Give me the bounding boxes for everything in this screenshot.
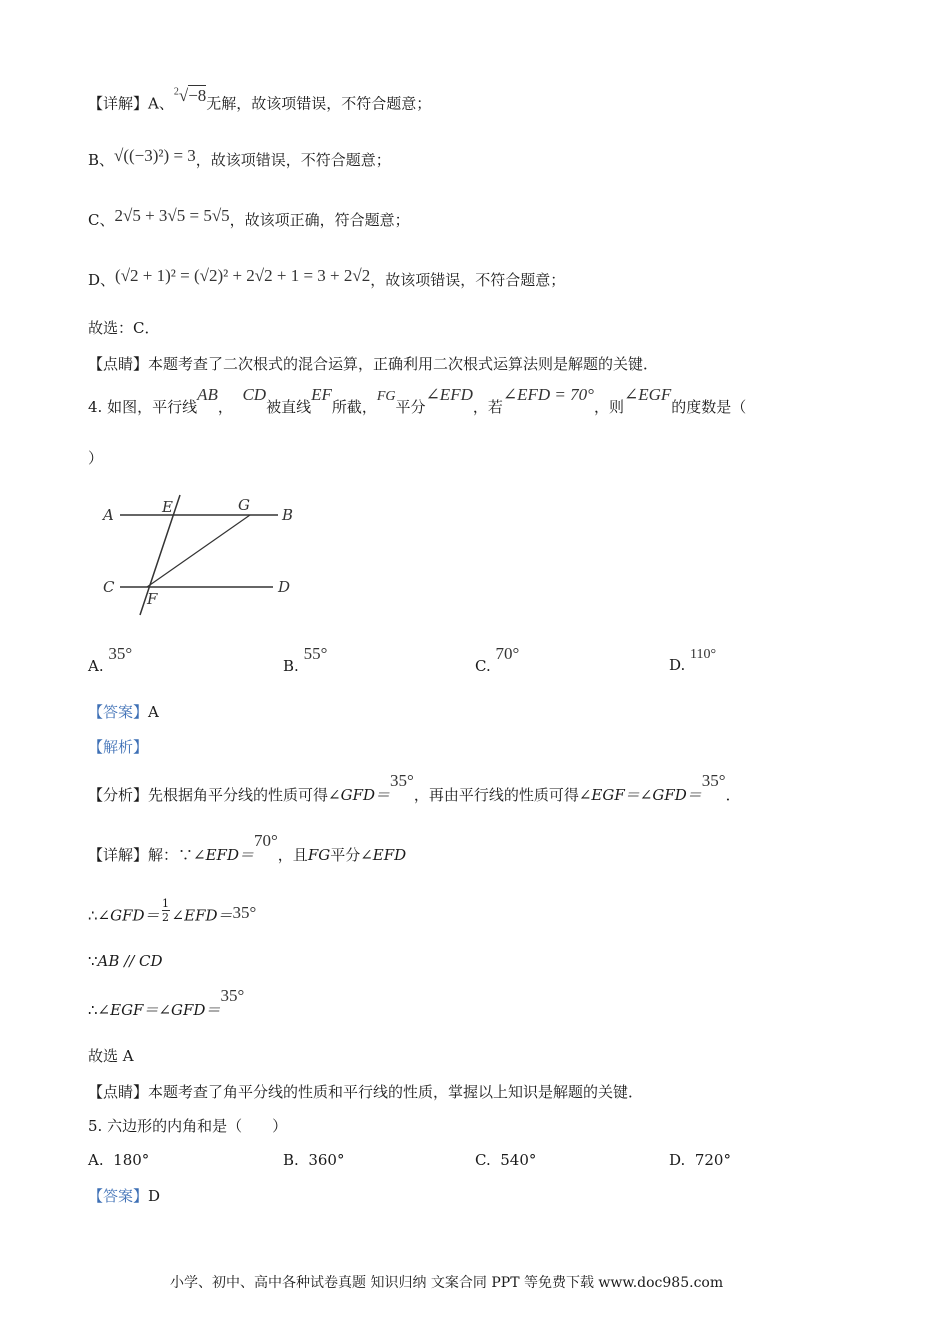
radical-sign: √ (178, 85, 189, 105)
q4-step1 (88, 897, 257, 929)
math: ∠EFD＝ (171, 906, 233, 925)
option-letter: C. (475, 1151, 491, 1169)
q5-stem: 5. 六边形的内角和是（ ） (88, 1117, 288, 1135)
answer-label: 【答案】 (88, 1187, 149, 1205)
math: ∠GFD＝ (328, 786, 391, 804)
math-value: 35° (701, 771, 726, 790)
label: 【点睛】 (88, 1083, 149, 1101)
q5-option-a (88, 1151, 149, 1169)
option-value: 360° (308, 1151, 345, 1169)
text: ，再由平行线的性质可得 (413, 786, 579, 804)
option-letter: D、 (88, 271, 116, 289)
comment-label: 【点睛】 (88, 355, 149, 373)
analysis-label: 【解析】 (88, 738, 149, 756)
option-value: 55° (303, 644, 328, 663)
text: ∴ (88, 906, 98, 925)
denominator: 2 (162, 911, 170, 924)
cube-root-expression (174, 86, 206, 105)
option-letter: A. (88, 1151, 104, 1169)
label-f: F (147, 590, 158, 608)
math-fg: FG (376, 389, 396, 404)
q5-option-d (669, 1151, 731, 1169)
text: 本题考查了角平分线的性质和平行线的性质，掌握以上知识是解题的关键． (148, 1083, 644, 1101)
text: 被直线 (266, 398, 312, 416)
math: FG (307, 846, 331, 864)
math: ∠EFD (360, 846, 407, 864)
option-letter: B. (283, 1151, 299, 1169)
q4-step2 (88, 951, 163, 971)
option-letter: C. (475, 657, 491, 675)
text: 先根据角平分线的性质可得 (148, 786, 329, 804)
q4-option-b (283, 644, 328, 676)
math-expression: (√2 + 1)² = (√2)² + 2√2 + 1 = 3 + 2√2 (115, 266, 371, 285)
text: ， (217, 398, 233, 416)
label-e: E (162, 498, 173, 516)
text: ，且 (277, 846, 308, 864)
q4-stem (88, 385, 747, 419)
answer-value: D (148, 1187, 161, 1205)
option-value: 35° (108, 644, 133, 663)
q4-option-c (475, 644, 520, 676)
text: 解：∵ (148, 846, 194, 864)
radicand: −8 (188, 85, 207, 105)
text: ，故该项错误，不符合题意； (195, 151, 391, 169)
text: ∵ (88, 952, 98, 970)
line-ef (140, 495, 180, 615)
math-condition: ∠EFD = 70° (502, 385, 594, 404)
q4-fenxi (88, 771, 741, 805)
numerator: 1 (162, 897, 170, 910)
math-angle-efd: ∠EFD (425, 385, 473, 404)
label-b: B (282, 506, 294, 524)
q3-detail-a (88, 85, 432, 114)
option-letter: A、 (148, 94, 174, 113)
label: 【分析】 (88, 786, 149, 804)
q4-stem-close: ） (88, 449, 104, 467)
line-fg (147, 515, 250, 587)
option-letter: C、 (88, 211, 115, 229)
label-d: D (278, 578, 291, 596)
option-letter: D. (669, 656, 686, 674)
q5-option-c (475, 1151, 536, 1169)
option-letter: B. (283, 657, 299, 675)
answer-value: A (148, 703, 159, 721)
math: ∠EFD＝ (193, 846, 254, 864)
math-value: 35° (390, 771, 414, 790)
text: ． (725, 786, 741, 804)
q4-option-a (88, 644, 133, 676)
label-a: A (103, 506, 114, 524)
q3-detail-d (88, 266, 566, 290)
q3-comment (88, 354, 658, 374)
q5-option-b (283, 1151, 344, 1169)
q4-detail (88, 831, 407, 865)
q4-comment (88, 1082, 643, 1102)
option-letter: B、 (88, 151, 115, 169)
option-letter: D. (669, 1151, 686, 1169)
text: 的度数是（ (671, 398, 747, 416)
text: 平分 (330, 846, 361, 864)
text: 无解，故该项错误，不符合题意； (206, 94, 432, 113)
q3-detail-c (88, 206, 410, 230)
text: ，则 (593, 398, 624, 416)
geometry-figure (95, 490, 310, 620)
option-value: 720° (694, 1151, 731, 1169)
q5-answer (88, 1186, 160, 1206)
q4-step3 (88, 986, 245, 1020)
label-c: C (103, 578, 115, 596)
text: ∴ (88, 1001, 98, 1019)
q3-detail-b (88, 146, 391, 170)
option-value: 540° (500, 1151, 537, 1169)
q3-choose: 故选：C． (88, 319, 160, 337)
text: 4. 如图，平行线 (88, 398, 198, 416)
option-value: 110° (690, 647, 717, 662)
option-value: 180° (113, 1151, 150, 1169)
math-ef: EF (311, 385, 332, 404)
text: ，故该项正确，符合题意； (229, 211, 410, 229)
label-g: G (238, 496, 250, 514)
option-letter: A. (88, 657, 104, 675)
q4-answer (88, 702, 159, 722)
option-value: 70° (495, 644, 520, 663)
label: 【详解】 (88, 846, 149, 864)
text: ，故该项错误，不符合题意； (370, 271, 566, 289)
math-value: 70° (253, 831, 278, 850)
math-cd: CD (242, 385, 267, 404)
fraction (162, 898, 170, 923)
answer-label: 【答案】 (88, 703, 149, 721)
math: ∠EGF＝∠GFD＝ (97, 1001, 221, 1019)
comment-text: 本题考查了二次根式的混合运算，正确利用二次根式运算法则是解题的关键． (148, 355, 659, 373)
math-expression: √((−3)²) = 3 (114, 146, 196, 165)
text: ，若 (472, 398, 503, 416)
math: AB // CD (97, 952, 163, 970)
math-value: 35° (232, 902, 257, 922)
math-angle-egf: ∠EGF (623, 385, 672, 404)
detail-label: 【详解】 (88, 94, 149, 113)
text: 所截， (331, 398, 377, 416)
math-expression: 2√5 + 3√5 = 5√5 (114, 206, 230, 225)
math: ∠GFD＝ (97, 906, 160, 925)
math-ab: AB (197, 385, 218, 404)
root-index: 2 (173, 86, 179, 97)
page-footer: 小学、初中、高中各种试卷真题 知识归纳 文案合同 PPT 等免费下载 www.doc985.com (170, 1275, 724, 1291)
text: 平分 (395, 398, 426, 416)
math-value: 35° (220, 986, 245, 1005)
q4-choose: 故选 A (88, 1047, 134, 1065)
math: ∠EGF＝∠GFD＝ (578, 786, 702, 804)
q4-option-d (669, 647, 717, 675)
